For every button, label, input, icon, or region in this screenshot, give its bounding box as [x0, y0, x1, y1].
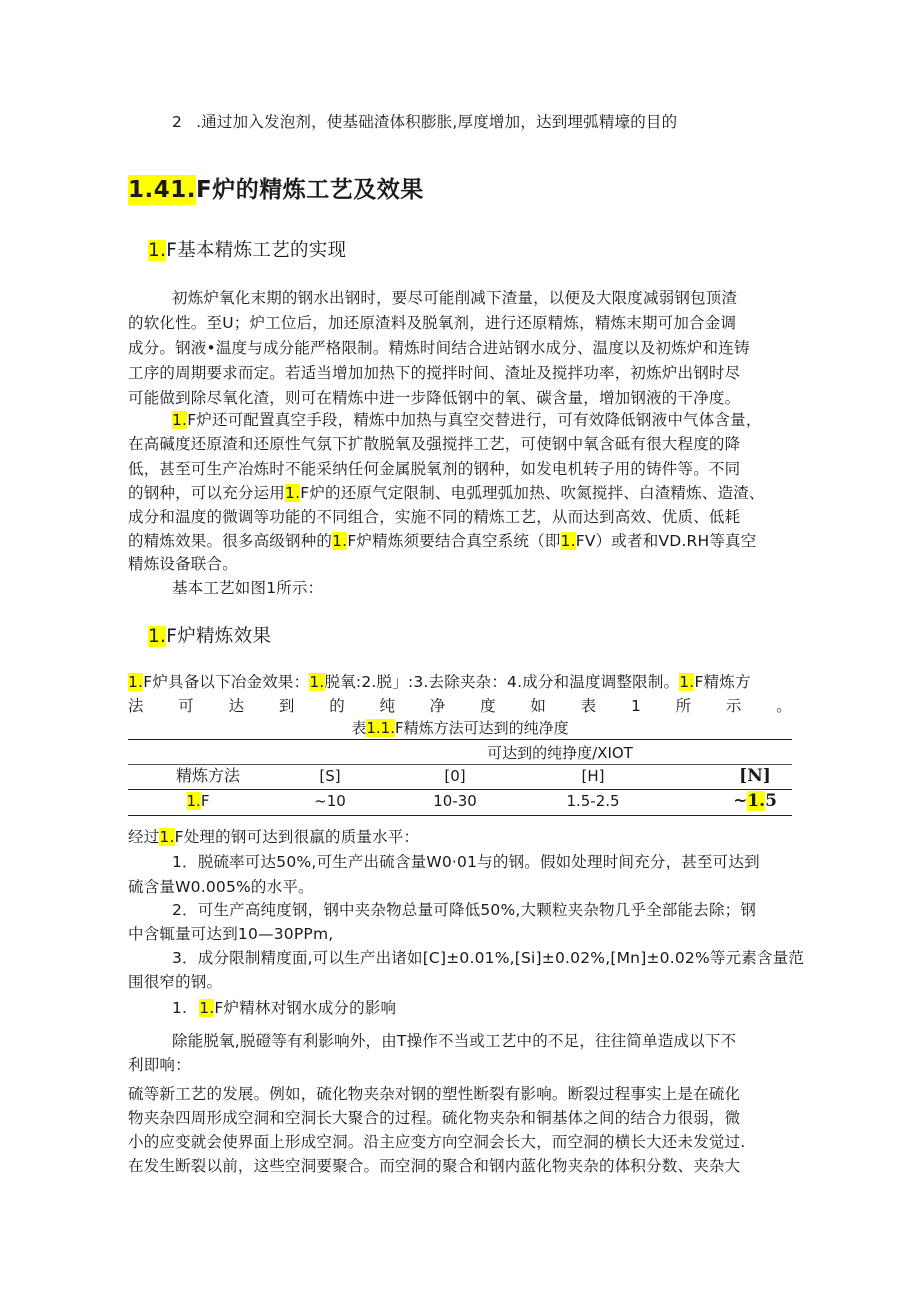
- highlight-mark: 1.: [128, 673, 144, 691]
- subsection-title-process: 1.F基本精炼工艺的实现: [148, 240, 347, 261]
- table-group-header: 可达到的纯挣度/XIOT: [487, 744, 633, 762]
- section-title: 1.41.F炉的精炼工艺及效果: [128, 177, 424, 203]
- table-cell-s: ~10: [314, 792, 346, 810]
- table-top-rule: [128, 739, 792, 740]
- highlight-mark: 1.: [148, 626, 167, 647]
- list-item: 1．脱硫率可达50%,可生产出硫含量W0·01与的钢。假如处理时间充分，甚至可达到: [172, 853, 760, 871]
- highlight-mark: 1.: [199, 999, 215, 1017]
- highlight-mark: 1.: [285, 484, 301, 502]
- top-list-item: [172, 110, 792, 134]
- quality-intro: 经过1.F处理的钢可达到很羸的质量水平：: [128, 828, 420, 846]
- highlight-mark: 1.: [172, 411, 188, 429]
- document-page: 2 .通过加入发泡剂，使基础渣体积膨胀,厚度增加，达到埋弧精壕的目的 1.41.F炉的精炼工艺及效果 1.F基本精炼工艺的实现 初炼炉氧化末期的钢水出钢时，要尽可能削减下渣量，以便及大限度减弱钢包顶渣 的软化性。至U；炉工位后，加还原渣料及脱氧剂，进行还原精炼，精炼末期可加合金调 成分。钢液•温度与成分能严格限制。精炼时间结合进站钢水成分、温度以及初炼炉和连铸 工序的周期要求而定。若适当增加加热下的搅拌时间、渣址及搅拌功率，初炼炉出钢时尽 可能做到除尽氧化渣，则可在精炼中进一步降低钢中的氧、碳含量，增加钢液的干净度。 1.F炉还可配置真空手段，精炼中加热与真空交替进行，可有效降低钢液中气体含量， 在高碱度还原渣和还原性气氛下扩散脱氧及强搅拌工艺，可使钢中氧含砥有很大程度的降 低，甚至可生产冶炼时不能采纳任何金属脱氧剂的钢种，如发电机转子用的铸件等。不同 的钢种，可以充分运用1.F炉的还原气定限制、电弧理弧加热、吹氮搅拌、白渣精炼、造渣、 成分和温度的微调等功能的不同组合，实施不同的精炼工艺，从而达到高效、优质、低耗 的精炼效果。很多高级钢种的1.F炉精炼须要结合真空系统（即1.FV）或者和VD.RH等真空 精炼设备联合。 基本工艺如图1所示： 1.F炉精炼效果 1.F炉具备以下冶金效果：1.脱氧:2.脱」:3.去除夹杂：4.成分和温度调整限制。1.F精炼方 法 可 达 到 的 纯 净 度 如 表 1 所 示 。 表1.1.F精炼方法可达到的纯净度 可达到的纯挣度/XIOT 精炼方法 [S] [0] [H] [N] 1.F ~10 10-30 1.5-2.5 ~1.5 经过1.F处理的钢可达到很羸的质量水平： 1．脱硫率可达50%,可生产出硫含量W0·01与的钢。假如处理时间充分，甚至可达到 硫含量W0.005%的水平。 2．可生产高纯度钢，钢中夹杂物总量可降低50%,大颗粒夹杂物几乎全部能去除；钢 中含辄量可达到10—30PPm, 3．成分限制精度面,可以生产出诸如[C]±0.01%,[Si]±0.02%,[Mn]±0.02%等元素含量范 围很窄的钢。 1. 1.F炉精林对钢水成分的影响 除能脱氧,脱磴等有利影响外，由T操作不当或工艺中的不足，往往简单造成以下不 利即响： 硫等新工艺的发展。例如，硫化物夹杂对钢的塑性断裂有影响。断裂过程事实上是在硫化 物夹杂四周形成空洞和空洞长大聚合的过程。硫化物夹杂和铜基体之间的结合力很弱，微 小的应变就会使界面上形成空洞。沿主应变方向空洞会长大，而空洞的横长大还未发觉过. 在发生断裂以前，这些空洞要聚合。而空洞的聚合和钢内蓝化物夹杂的体积分数、夹杂大: [0, 0, 920, 1301]
- effects-line: 1.F炉具备以下冶金效果：1.脱氧:2.脱」:3.去除夹杂：4.成分和温度调整限制。1.F精炼方: [128, 673, 751, 691]
- figure-reference: 基本工艺如图1所示：: [172, 579, 324, 597]
- highlight-mark: 1.: [186, 792, 201, 810]
- highlight-mark: 1.: [560, 532, 576, 550]
- table-header-n: [N]: [739, 766, 771, 786]
- table-caption: 表1.1.F精炼方法可达到的纯净度: [351, 719, 569, 737]
- paragraph-side-effects: 除能脱氧,脱磴等有利影响外，由T操作不当或工艺中的不足，往往简单造成以下不: [172, 1032, 737, 1050]
- highlight-mark: 1.1.: [366, 719, 395, 737]
- list-text: .通过加入发泡剂，使基础渣体积膨胀,厚度增加，达到埋弧精壕的目的: [196, 113, 678, 131]
- influence-heading: 1. 1.F炉精林对钢水成分的影响: [172, 999, 397, 1017]
- table-cell-n: ~1.5: [733, 791, 777, 811]
- table-header-s: [S]: [319, 767, 341, 785]
- table-header-method: 精炼方法: [175, 766, 240, 785]
- table-header-o: [0]: [444, 767, 466, 785]
- table-cell-h: 1.5-2.5: [566, 792, 620, 810]
- table-cell-method: 1.F: [186, 792, 210, 810]
- highlight-mark: 1.: [309, 673, 325, 691]
- highlight-mark: 1.: [332, 532, 348, 550]
- highlight-mark: 1.: [159, 828, 175, 846]
- highlight-mark: 1.: [747, 791, 766, 811]
- list-item: 2．可生产高纯度钢，钢中夹杂物总量可降低50%,大颗粒夹杂物几乎全部能去除；钢: [172, 901, 757, 919]
- highlight-mark: 1.41.: [128, 177, 196, 203]
- list-number: 2: [172, 113, 183, 131]
- highlight-mark: 1.: [148, 240, 167, 261]
- table-header-h: [H]: [581, 767, 605, 785]
- table-cell-o: 10-30: [433, 792, 477, 810]
- table-bottom-rule: [128, 815, 792, 816]
- list-item: 3．成分限制精度面,可以生产出诸如[C]±0.01%,[Si]±0.02%,[Mn]±0.02%等元素含量范: [172, 949, 805, 967]
- subsection-title-effects: 1.F炉精炼效果: [148, 626, 272, 647]
- highlight-mark: 1.: [679, 673, 695, 691]
- effects-line-justified: 法 可 达 到 的 纯 净 度 如 表 1 所 示 。: [128, 697, 792, 715]
